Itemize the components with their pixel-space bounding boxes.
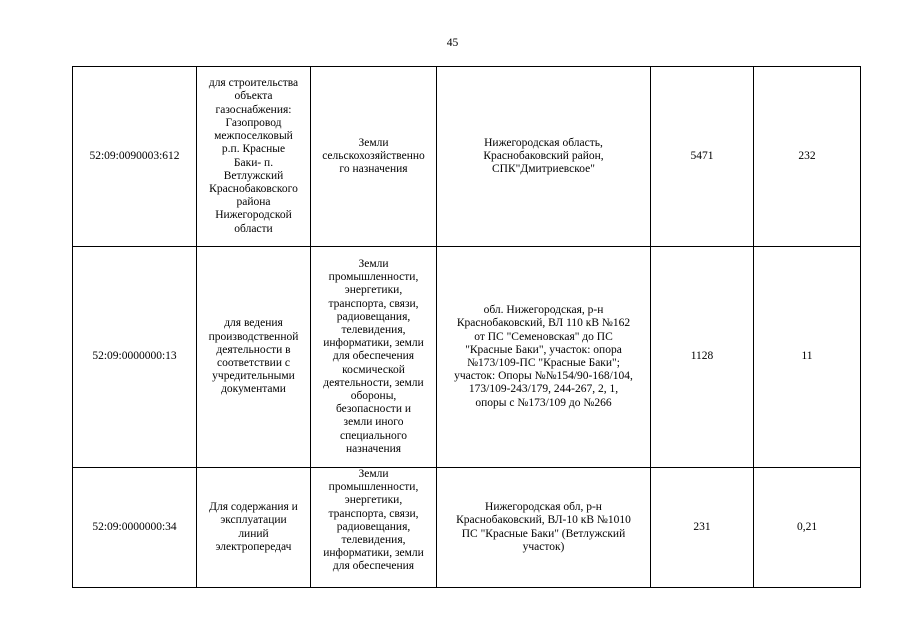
land-category-cell: Земли сельскохозяйственно го назначения bbox=[311, 67, 437, 247]
table-row bbox=[73, 468, 861, 588]
address-cell: Нижегородская обл, р-н Краснобаковский, ВЛ-10 кВ №1010 ПС "Красные Баки" (Ветлужский участок) bbox=[437, 468, 651, 588]
purpose-cell: Для содержания и эксплуатации линий электропередач bbox=[197, 468, 311, 588]
table-row bbox=[73, 247, 861, 468]
table-row bbox=[73, 67, 861, 247]
area-cell: 231 bbox=[651, 468, 754, 588]
land-plots-table bbox=[72, 66, 861, 588]
value-cell: 11 bbox=[754, 247, 861, 468]
purpose-cell: для ведения производственной деятельности в соответствии с учредительными документами bbox=[197, 247, 311, 468]
address-cell: обл. Нижегородская, р-н Краснобаковский, ВЛ 110 кВ №162 от ПС "Семеновская" до ПС "Красные Баки", участок: опора №173/109-ПС "Красные Баки"; участок: Опоры №№154/90-168/104, 173/109-243/179, 244-267, 2, 1, опоры с №173/109 до №266 bbox=[437, 247, 651, 468]
area-cell: 1128 bbox=[651, 247, 754, 468]
cadastral-number-cell: 52:09:0000000:13 bbox=[73, 247, 197, 468]
area-cell: 5471 bbox=[651, 67, 754, 247]
land-category-cell: Земли промышленности, энергетики, транспорта, связи, радиовещания, телевидения, информатики, земли для обеспечения космической деятельности, земли обороны, безопасности и земли иного специального назначения bbox=[311, 247, 437, 468]
purpose-cell: для строительства объекта газоснабжения: Газопровод межпоселковый р.п. Красные Баки- п. Ветлужский Краснобаковского района Нижегородской области bbox=[197, 67, 311, 247]
value-cell: 232 bbox=[754, 67, 861, 247]
address-cell: Нижегородская область, Краснобаковский район, СПК"Дмитриевское" bbox=[437, 67, 651, 247]
page-number: 45 bbox=[446, 37, 459, 49]
cadastral-number-cell: 52:09:0000000:34 bbox=[73, 468, 197, 588]
land-category-cell: Земли промышленности, энергетики, транспорта, связи, радиовещания, телевидения, информатики, земли для обеспечения bbox=[311, 468, 437, 588]
cadastral-number-cell: 52:09:0090003:612 bbox=[73, 67, 197, 247]
value-cell: 0,21 bbox=[754, 468, 861, 588]
